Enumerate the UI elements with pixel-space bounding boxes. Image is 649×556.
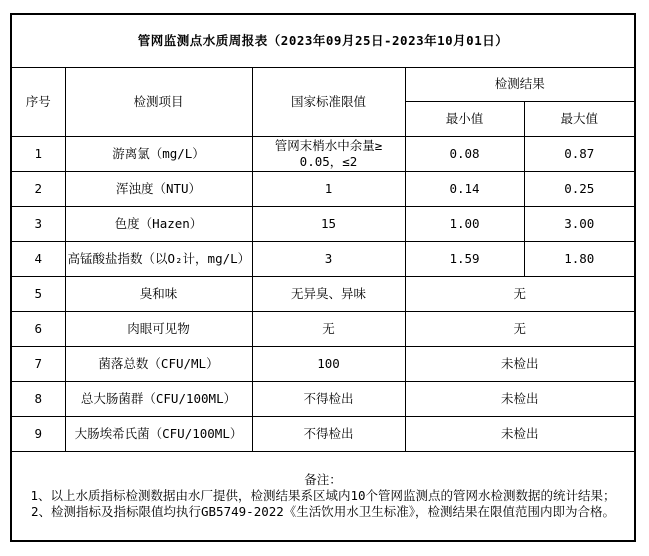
note-line-2: 2、检测指标及指标限值均执行GB5749-2022《生活饮用水卫生标准》，检测结果在限值范围内即为合格。: [30, 503, 616, 519]
row-index: 1: [11, 136, 65, 171]
standard-limit: 无异臭、异味: [252, 276, 405, 311]
table-row: [11, 241, 635, 276]
table-row: [11, 416, 635, 451]
water-quality-report-table: [10, 13, 636, 542]
row-index: 8: [11, 381, 65, 416]
col-header-min: 最小值: [405, 101, 524, 136]
notes-label: 备注：: [304, 472, 342, 488]
test-item: 游离氯（mg/L）: [65, 136, 252, 171]
test-item: 色度（Hazen）: [65, 206, 252, 241]
row-index: 5: [11, 276, 65, 311]
col-header-max: 最大值: [524, 101, 635, 136]
col-header-index: 序号: [11, 67, 65, 136]
title-row: [11, 14, 635, 67]
test-item: 菌落总数（CFU/ML）: [65, 346, 252, 381]
notes-cell: [11, 451, 635, 541]
standard-limit: 不得检出: [252, 381, 405, 416]
test-item: 臭和味: [65, 276, 252, 311]
standard-limit: 3: [252, 241, 405, 276]
row-index: 9: [11, 416, 65, 451]
row-index: 3: [11, 206, 65, 241]
row-index: 2: [11, 171, 65, 206]
col-header-item: 检测项目: [65, 67, 252, 136]
row-index: 4: [11, 241, 65, 276]
test-item: 肉眼可见物: [65, 311, 252, 346]
result-merged: 未检出: [405, 416, 635, 451]
header-row-top: [11, 67, 635, 101]
test-item: 大肠埃希氏菌（CFU/100ML）: [65, 416, 252, 451]
col-header-result-group: 检测结果: [405, 67, 635, 101]
result-min: 0.14: [405, 171, 524, 206]
result-merged: 无: [405, 276, 635, 311]
result-merged: 未检出: [405, 346, 635, 381]
table-row: [11, 276, 635, 311]
result-merged: 无: [405, 311, 635, 346]
test-item: 总大肠菌群（CFU/100ML）: [65, 381, 252, 416]
note-line-1: 1、以上水质指标检测数据由水厂提供，检测结果系区域内10个管网监测点的管网水检测数据的统计结果；: [30, 487, 616, 503]
standard-limit: [252, 136, 405, 171]
notes-row: [11, 451, 635, 541]
col-header-standard: 国家标准限值: [252, 67, 405, 136]
test-item: 高锰酸盐指数（以O₂计，mg/L）: [65, 241, 252, 276]
result-min: 1.59: [405, 241, 524, 276]
test-item: 浑浊度（NTU）: [65, 171, 252, 206]
row-index: 6: [11, 311, 65, 346]
result-min: 0.08: [405, 136, 524, 171]
table-row: [11, 206, 635, 241]
table-row: [11, 381, 635, 416]
report-title: 管网监测点水质周报表（2023年09月25日-2023年10月01日）: [11, 14, 635, 67]
standard-limit-line: 0.05，≤2: [299, 153, 358, 169]
result-max: 0.87: [524, 136, 635, 171]
table-row: [11, 346, 635, 381]
standard-limit: 100: [252, 346, 405, 381]
result-merged: 未检出: [405, 381, 635, 416]
standard-limit: 15: [252, 206, 405, 241]
table-row: [11, 311, 635, 346]
standard-limit: 无: [252, 311, 405, 346]
row-index: 7: [11, 346, 65, 381]
result-max: 1.80: [524, 241, 635, 276]
table-row: [11, 136, 635, 171]
standard-limit-line: 管网末梢水中余量≥: [274, 137, 383, 153]
standard-limit: 1: [252, 171, 405, 206]
result-max: 3.00: [524, 206, 635, 241]
result-max: 0.25: [524, 171, 635, 206]
result-min: 1.00: [405, 206, 524, 241]
standard-limit: 不得检出: [252, 416, 405, 451]
table-row: [11, 171, 635, 206]
